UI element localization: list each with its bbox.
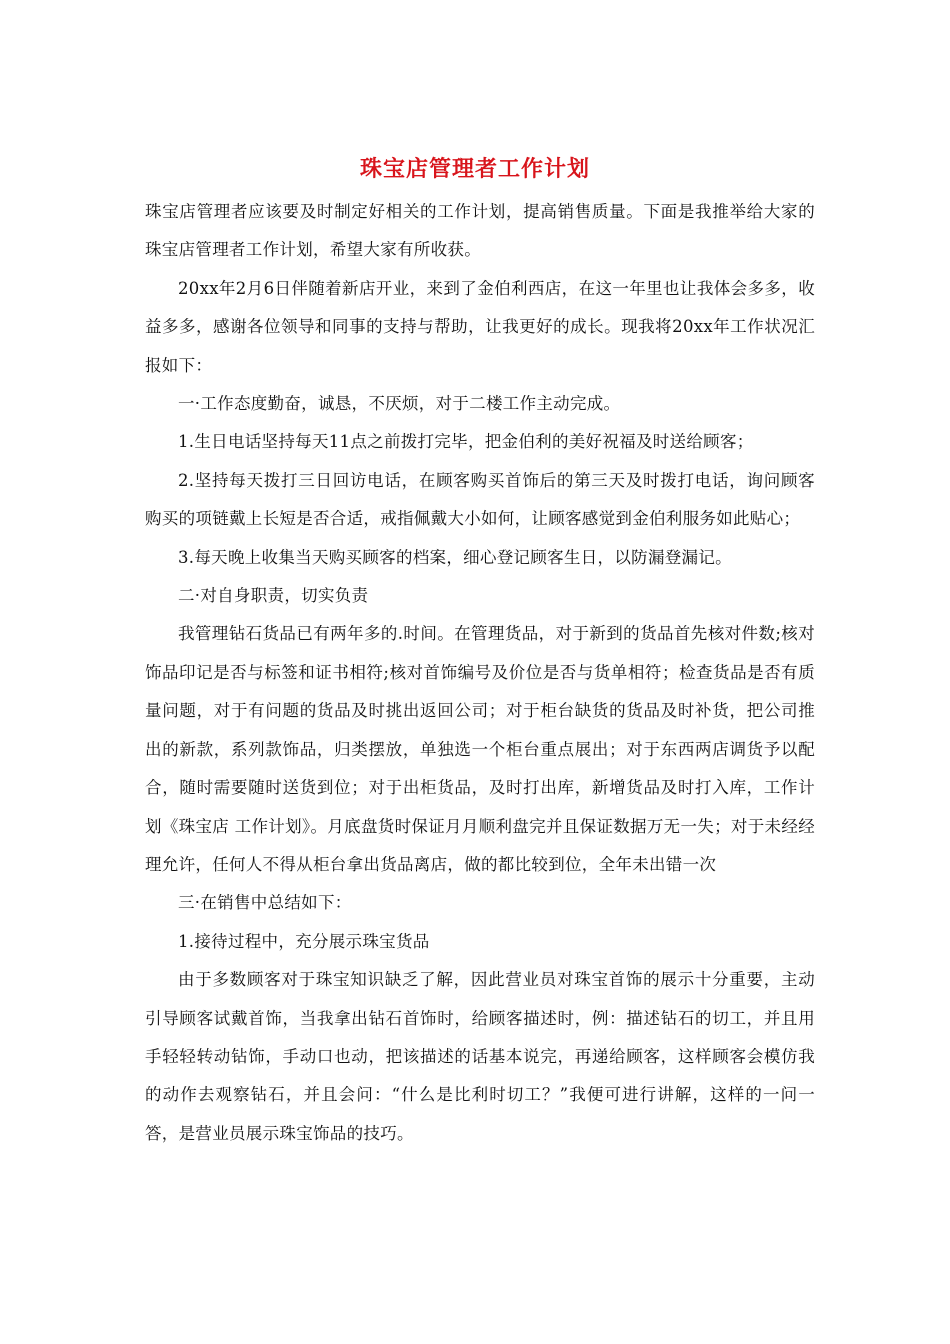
paragraph-sales: 由于多数顾客对于珠宝知识缺乏了解，因此营业员对珠宝首饰的展示十分重要，主动引导顾客试戴首饰，当我拿出钻石首饰时，给顾客描述时，例：描述钻石的切工，并且用手轻轻转动钻饰，手动口也动，把该描述的话基本说完，再递给顾客，这样顾客会模仿我的动作去观察钻石，并且会问：“什么是比利时切工？”我便可进行讲解，这样的一问一答，是营业员展示珠宝饰品的技巧。 — [145, 970, 815, 1143]
document-body — [145, 193, 815, 1153]
list-item-2: 2.坚持每天拨打三日回访电话，在顾客购买首饰后的第三天及时拨打电话，询问顾客购买的项链戴上长短是否合适，戒指佩戴大小如何，让顾客感觉到金伯利服务如此贴心； — [145, 470, 815, 529]
list-item-1: 1.生日电话坚持每天11点之前拨打完毕，把金伯利的美好祝福及时送给顾客； — [178, 432, 754, 452]
document-title: 珠宝店管理者工作计划 — [359, 156, 590, 182]
paragraph-intro: 珠宝店管理者应该要及时制定好相关的工作计划，提高销售质量。下面是我推举给大家的珠宝店管理者工作计划，希望大家有所收获。 — [145, 202, 815, 260]
paragraph-opening: 20xx年2月6日伴随着新店开业，来到了金伯利西店，在这一年里也让我体会多多，收益多多，感谢各位领导和同事的支持与帮助，让我更好的成长。现我将20xx年工作状况汇报如下： — [145, 278, 815, 375]
section-heading-3: 三·在销售中总结如下： — [178, 893, 352, 913]
paragraph-inventory: 我管理钻石货品已有两年多的.时间。在管理货品，对于新到的货品首先核对件数;核对饰品印记是否与标签和证书相符;核对首饰编号及价位是否与货单相符；检查货品是否有质量问题，对于有问题的货品及时挑出返回公司；对于柜台缺货的货品及时补货，把公司推出的新款，系列款饰品，归类摆放，单独选一个柜台重点展出；对于东西两店调货予以配合，随时需要随时送货到位；对于出柜货品，及时打出库，新增货品及时打入库，工作计划《珠宝店 工作计划》。月底盘货时保证月月顺利盘完并且保证数据万无一失；对于未经经理允许，任何人不得从柜台拿出货品离店，做的都比较到位，全年未出错一次 — [145, 624, 815, 874]
section-heading-2: 二·对自身职责，切实负责 — [178, 586, 369, 606]
subsection-heading-1: 1.接待过程中，充分展示珠宝货品 — [178, 931, 430, 951]
section-heading-1: 一·工作态度勤奋，诚恳，不厌烦，对于二楼工作主动完成。 — [178, 394, 621, 414]
list-item-3: 3.每天晚上收集当天购买顾客的档案，细心登记顾客生日，以防漏登漏记。 — [178, 547, 732, 567]
